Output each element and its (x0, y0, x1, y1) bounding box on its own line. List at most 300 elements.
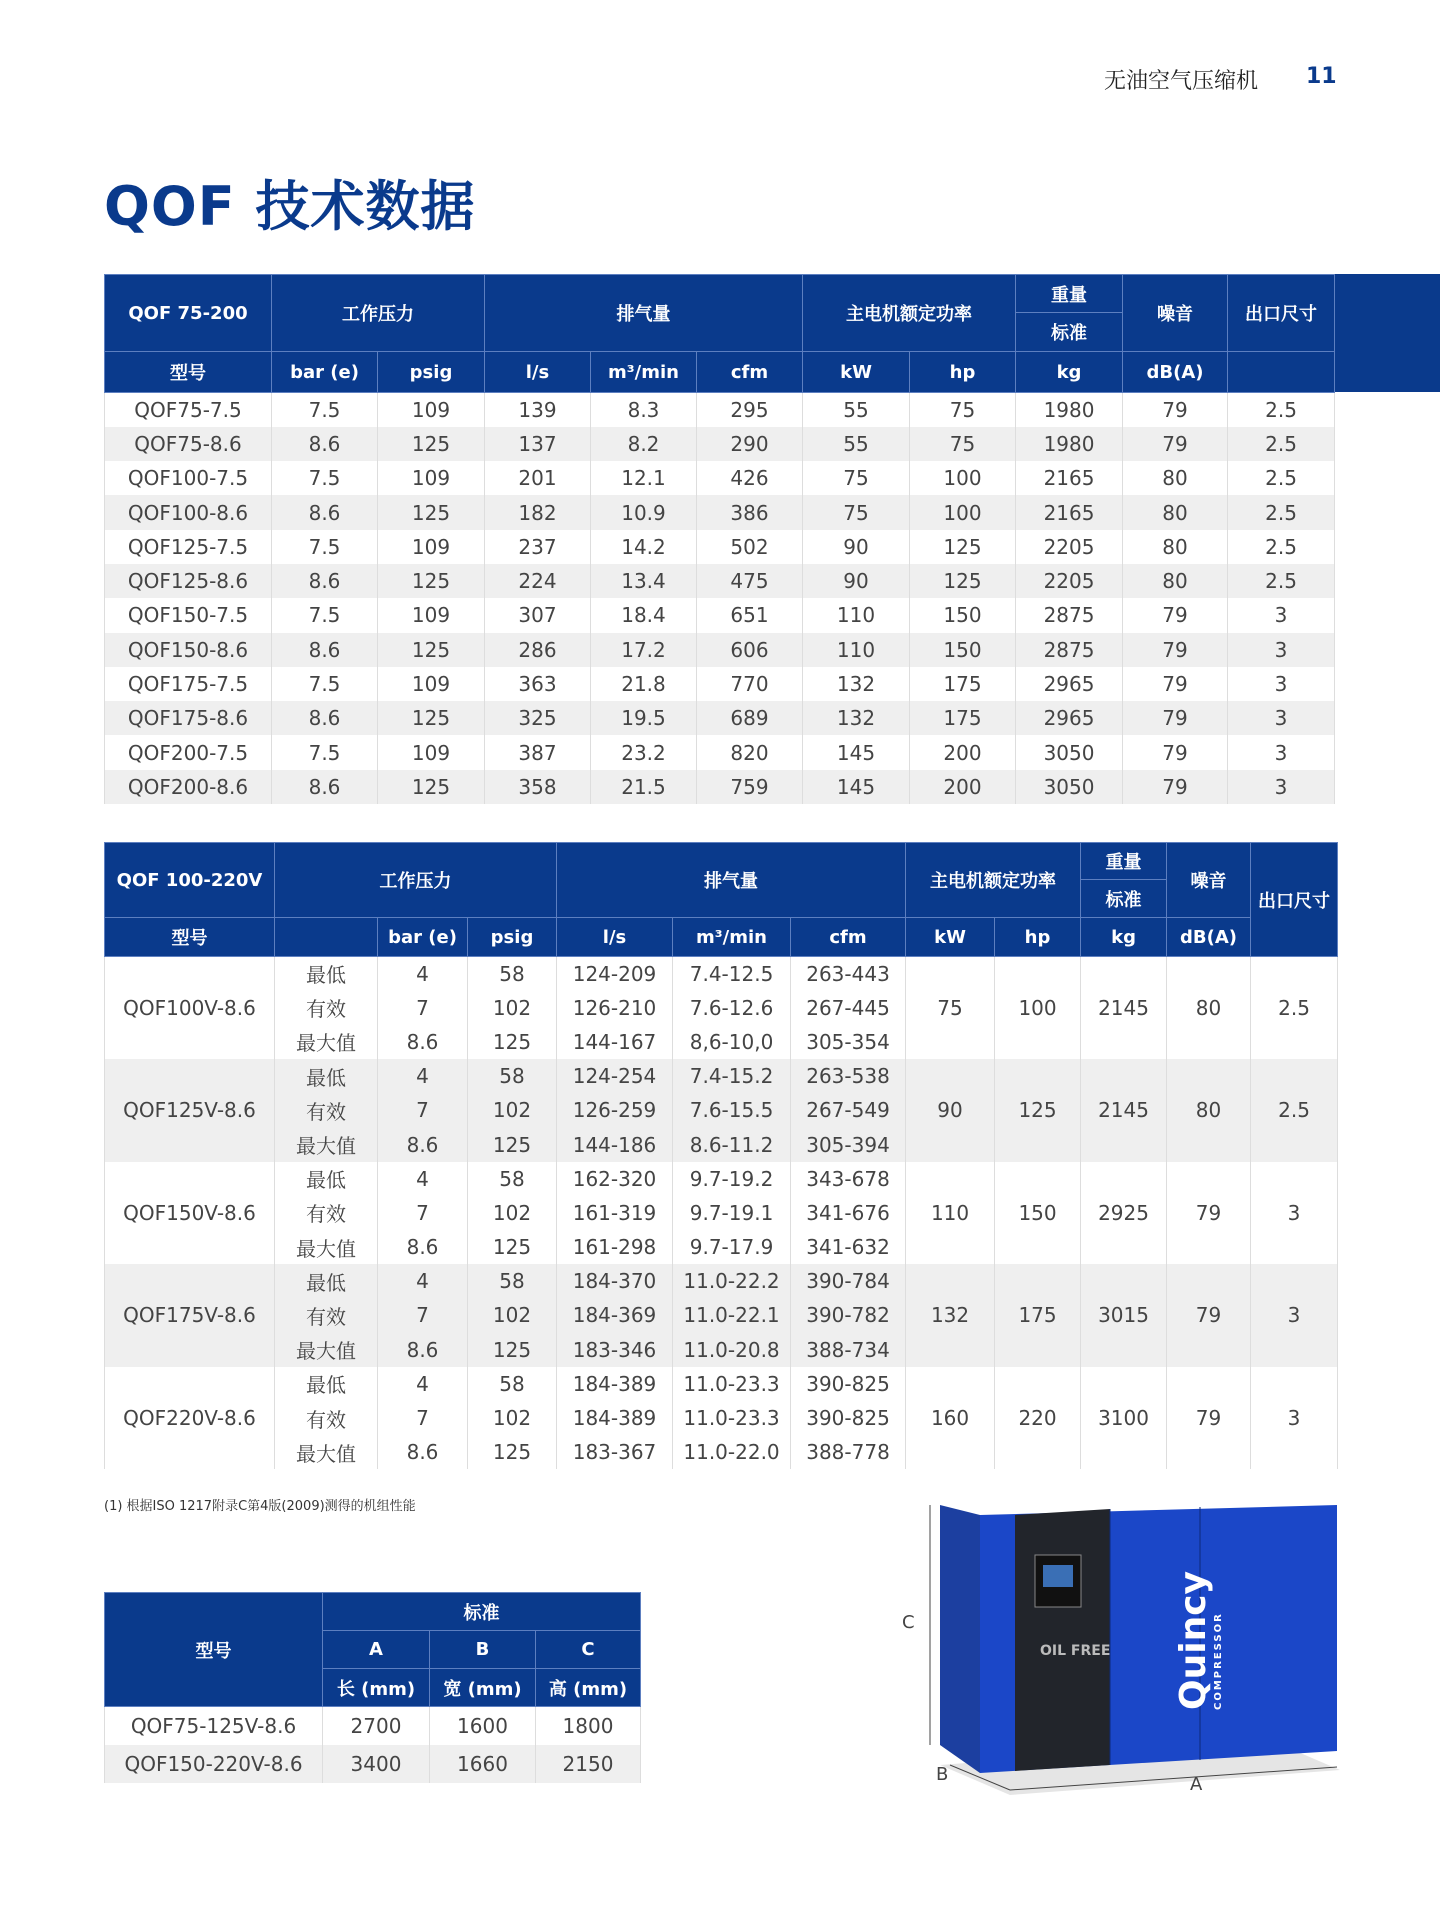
model-header: 型号 (105, 1593, 323, 1707)
value-cell: 11.0-22.1 (673, 1298, 791, 1332)
value-cell: 125 (910, 564, 1016, 598)
table-row (105, 1264, 1338, 1298)
value-cell: 8.6 (272, 495, 378, 529)
model-group-header: QOF 75-200 (105, 275, 272, 352)
value-cell: 19.5 (591, 701, 697, 735)
noise-header: 噪音 (1123, 275, 1228, 352)
table-row (105, 564, 1335, 598)
value-cell: 109 (378, 598, 485, 632)
unit-header: 型号 (105, 352, 272, 393)
value-cell: 7 (378, 1196, 468, 1230)
value-cell: 2145 (1081, 1059, 1167, 1162)
value-cell: 80 (1123, 530, 1228, 564)
value-cell: 2205 (1016, 530, 1123, 564)
value-cell: 2165 (1016, 461, 1123, 495)
value-cell: 224 (485, 564, 591, 598)
value-cell: 175 (910, 701, 1016, 735)
value-cell: 58 (468, 1162, 557, 1196)
value-cell: 237 (485, 530, 591, 564)
table-row (105, 461, 1335, 495)
unit-header: bar (e) (378, 918, 468, 957)
value-cell: 58 (468, 1367, 557, 1401)
value-cell: 387 (485, 735, 591, 769)
model-cell: QOF200-7.5 (105, 735, 272, 769)
value-cell: 390-784 (791, 1264, 906, 1298)
value-cell: 125 (378, 495, 485, 529)
value-cell: 2145 (1081, 957, 1167, 1060)
value-cell: 390-782 (791, 1298, 906, 1332)
value-cell: 79 (1123, 598, 1228, 632)
value-cell: 2925 (1081, 1162, 1167, 1265)
value-cell: 8,6-10,0 (673, 1025, 791, 1059)
value-cell: 8.6 (272, 427, 378, 461)
table-row (105, 667, 1335, 701)
value-cell: 11.0-22.0 (673, 1435, 791, 1469)
unit-header: kW (803, 352, 910, 393)
value-cell: 1800 (536, 1707, 641, 1745)
table-row (105, 957, 1338, 991)
value-cell: 305-354 (791, 1025, 906, 1059)
dim-label-a: A (1190, 1774, 1203, 1795)
value-cell: 18.4 (591, 598, 697, 632)
condition-cell: 最低 (275, 1264, 378, 1298)
value-cell: 125 (378, 427, 485, 461)
unit-header: kg (1081, 918, 1167, 957)
page-title: QOF 技术数据 (104, 175, 476, 238)
value-cell: 79 (1123, 393, 1228, 427)
table-row (105, 427, 1335, 461)
value-cell: 4 (378, 1059, 468, 1093)
condition-cell: 最大值 (275, 1333, 378, 1367)
standard-header: 标准 (323, 1593, 641, 1631)
table-row (105, 701, 1335, 735)
value-cell: 7.5 (272, 667, 378, 701)
value-cell: 8.6 (272, 770, 378, 804)
unit-header: m³/min (591, 352, 697, 393)
footnote: (1) 根据ISO 1217附录C第4版(2009)测得的机组性能 (104, 1499, 416, 1514)
unit-header: bar (e) (272, 352, 378, 393)
value-cell: 80 (1123, 461, 1228, 495)
value-cell: 8.2 (591, 427, 697, 461)
value-cell: 139 (485, 393, 591, 427)
value-cell: 125 (378, 770, 485, 804)
value-cell: 75 (803, 495, 910, 529)
value-cell: 79 (1167, 1162, 1251, 1265)
value-cell: 7.5 (272, 461, 378, 495)
noise-header: 噪音 (1167, 843, 1251, 918)
value-cell: 102 (468, 1401, 557, 1435)
value-cell: 3 (1251, 1264, 1338, 1367)
fad-header: 排气量 (557, 843, 906, 918)
value-cell: 175 (995, 1264, 1081, 1367)
value-cell: 80 (1167, 1059, 1251, 1162)
model-cell: QOF200-8.6 (105, 770, 272, 804)
condition-cell: 最大值 (275, 1025, 378, 1059)
value-cell: 125 (995, 1059, 1081, 1162)
table3-dimensions (104, 1592, 641, 1783)
value-cell: 307 (485, 598, 591, 632)
condition-cell: 最低 (275, 1059, 378, 1093)
value-cell: 183-346 (557, 1333, 673, 1367)
value-cell: 651 (697, 598, 803, 632)
value-cell: 1600 (430, 1707, 536, 1745)
value-cell: 2965 (1016, 667, 1123, 701)
value-cell: 759 (697, 770, 803, 804)
value-cell: 12.1 (591, 461, 697, 495)
value-cell: 79 (1167, 1367, 1251, 1470)
value-cell: 3050 (1016, 770, 1123, 804)
power-header: 主电机额定功率 (803, 275, 1016, 352)
condition-cell: 有效 (275, 1401, 378, 1435)
value-cell: 55 (803, 427, 910, 461)
value-cell: 79 (1123, 701, 1228, 735)
value-cell: 3400 (323, 1745, 430, 1783)
value-cell: 426 (697, 461, 803, 495)
value-cell: 8.6-11.2 (673, 1127, 791, 1161)
value-cell: 290 (697, 427, 803, 461)
value-cell: 126-259 (557, 1093, 673, 1127)
table1-specs (104, 274, 1335, 804)
unit-header: l/s (557, 918, 673, 957)
unit-header (1228, 352, 1335, 393)
value-cell: 13.4 (591, 564, 697, 598)
table-row (105, 393, 1335, 427)
value-cell: 267-445 (791, 991, 906, 1025)
table-row (105, 1162, 1338, 1196)
dimension-unit-header: 宽 (mm) (430, 1669, 536, 1707)
value-cell: 79 (1123, 667, 1228, 701)
condition-cell: 有效 (275, 1196, 378, 1230)
model-cell: QOF150-8.6 (105, 633, 272, 667)
value-cell: 2965 (1016, 701, 1123, 735)
value-cell: 2875 (1016, 598, 1123, 632)
value-cell: 4 (378, 1264, 468, 1298)
dimension-letter-header: B (430, 1631, 536, 1669)
value-cell: 4 (378, 1162, 468, 1196)
unit-header: cfm (697, 352, 803, 393)
value-cell: 2165 (1016, 495, 1123, 529)
value-cell: 79 (1123, 770, 1228, 804)
value-cell: 8.6 (272, 701, 378, 735)
value-cell: 58 (468, 957, 557, 991)
value-cell: 110 (803, 598, 910, 632)
model-cell: QOF100-8.6 (105, 495, 272, 529)
value-cell: 7.5 (272, 393, 378, 427)
value-cell: 263-538 (791, 1059, 906, 1093)
power-header: 主电机额定功率 (906, 843, 1081, 918)
value-cell: 10.9 (591, 495, 697, 529)
compressor-image (900, 1495, 1340, 1799)
value-cell: 3 (1228, 735, 1335, 769)
value-cell: 184-370 (557, 1264, 673, 1298)
oil-free-badge: OIL FREE (1040, 1643, 1111, 1659)
value-cell: 2700 (323, 1707, 430, 1745)
value-cell: 363 (485, 667, 591, 701)
unit-header: psig (468, 918, 557, 957)
value-cell: 8.6 (378, 1025, 468, 1059)
value-cell: 2875 (1016, 633, 1123, 667)
value-cell: 1660 (430, 1745, 536, 1783)
condition-cell: 有效 (275, 1298, 378, 1332)
value-cell: 7.5 (272, 530, 378, 564)
value-cell: 125 (378, 564, 485, 598)
value-cell: 132 (803, 701, 910, 735)
value-cell: 11.0-23.3 (673, 1401, 791, 1435)
model-cell: QOF125V-8.6 (105, 1059, 275, 1162)
value-cell: 100 (910, 461, 1016, 495)
value-cell: 3015 (1081, 1264, 1167, 1367)
value-cell: 161-319 (557, 1196, 673, 1230)
value-cell: 286 (485, 633, 591, 667)
value-cell: 8.6 (272, 633, 378, 667)
model-cell: QOF75-125V-8.6 (105, 1707, 323, 1745)
value-cell: 2.5 (1251, 957, 1338, 1060)
value-cell: 200 (910, 770, 1016, 804)
model-cell: QOF75-8.6 (105, 427, 272, 461)
value-cell: 79 (1123, 633, 1228, 667)
condition-cell: 最低 (275, 1162, 378, 1196)
value-cell: 58 (468, 1264, 557, 1298)
value-cell: 1980 (1016, 393, 1123, 427)
value-cell: 2.5 (1228, 427, 1335, 461)
value-cell: 125 (910, 530, 1016, 564)
pressure-header: 工作压力 (275, 843, 557, 918)
value-cell: 325 (485, 701, 591, 735)
condition-cell: 有效 (275, 991, 378, 1025)
value-cell: 9.7-17.9 (673, 1230, 791, 1264)
value-cell: 58 (468, 1059, 557, 1093)
value-cell: 150 (910, 633, 1016, 667)
value-cell: 9.7-19.1 (673, 1196, 791, 1230)
value-cell: 7.4-12.5 (673, 957, 791, 991)
value-cell: 175 (910, 667, 1016, 701)
value-cell: 388-778 (791, 1435, 906, 1469)
page-number: 11 (1306, 64, 1337, 89)
value-cell: 125 (378, 701, 485, 735)
table-row (105, 633, 1335, 667)
brand-logo: Quincy (1173, 1570, 1214, 1710)
value-cell: 184-389 (557, 1367, 673, 1401)
model-group-header: QOF 100-220V (105, 843, 275, 918)
value-cell: 8.6 (378, 1230, 468, 1264)
condition-cell: 有效 (275, 1093, 378, 1127)
value-cell: 150 (910, 598, 1016, 632)
value-cell: 80 (1123, 564, 1228, 598)
value-cell: 184-369 (557, 1298, 673, 1332)
model-cell: QOF125-8.6 (105, 564, 272, 598)
value-cell: 2205 (1016, 564, 1123, 598)
value-cell: 343-678 (791, 1162, 906, 1196)
model-cell: QOF75-7.5 (105, 393, 272, 427)
value-cell: 8.6 (378, 1333, 468, 1367)
value-cell: 770 (697, 667, 803, 701)
value-cell: 8.6 (378, 1127, 468, 1161)
value-cell: 125 (468, 1127, 557, 1161)
value-cell: 3100 (1081, 1367, 1167, 1470)
value-cell: 358 (485, 770, 591, 804)
unit-header: hp (995, 918, 1081, 957)
weight-header: 重量 (1081, 843, 1167, 880)
value-cell: 341-676 (791, 1196, 906, 1230)
weight-header: 重量 (1016, 275, 1123, 313)
value-cell: 2.5 (1228, 495, 1335, 529)
dimension-unit-header: 长 (mm) (323, 1669, 430, 1707)
table-row (105, 530, 1335, 564)
dimension-letter-header: C (536, 1631, 641, 1669)
value-cell: 3 (1228, 667, 1335, 701)
unit-header (275, 918, 378, 957)
value-cell: 79 (1123, 735, 1228, 769)
value-cell: 7 (378, 1401, 468, 1435)
model-cell: QOF150V-8.6 (105, 1162, 275, 1265)
condition-cell: 最低 (275, 1367, 378, 1401)
value-cell: 267-549 (791, 1093, 906, 1127)
value-cell: 182 (485, 495, 591, 529)
value-cell: 90 (906, 1059, 995, 1162)
value-cell: 3 (1228, 633, 1335, 667)
value-cell: 502 (697, 530, 803, 564)
value-cell: 475 (697, 564, 803, 598)
condition-cell: 最大值 (275, 1435, 378, 1469)
value-cell: 4 (378, 1367, 468, 1401)
value-cell: 184-389 (557, 1401, 673, 1435)
value-cell: 1980 (1016, 427, 1123, 461)
value-cell: 2.5 (1228, 530, 1335, 564)
value-cell: 23.2 (591, 735, 697, 769)
value-cell: 305-394 (791, 1127, 906, 1161)
model-cell: QOF150-7.5 (105, 598, 272, 632)
value-cell: 109 (378, 461, 485, 495)
value-cell: 161-298 (557, 1230, 673, 1264)
unit-header: kW (906, 918, 995, 957)
value-cell: 109 (378, 393, 485, 427)
value-cell: 4 (378, 957, 468, 991)
unit-header: 型号 (105, 918, 275, 957)
value-cell: 7 (378, 1093, 468, 1127)
value-cell: 145 (803, 770, 910, 804)
value-cell: 11.0-20.8 (673, 1333, 791, 1367)
condition-cell: 最大值 (275, 1127, 378, 1161)
value-cell: 390-825 (791, 1401, 906, 1435)
value-cell: 9.7-19.2 (673, 1162, 791, 1196)
value-cell: 2.5 (1251, 1059, 1338, 1162)
value-cell: 3 (1228, 770, 1335, 804)
value-cell: 132 (803, 667, 910, 701)
value-cell: 102 (468, 1196, 557, 1230)
dimension-unit-header: 高 (mm) (536, 1669, 641, 1707)
table-row (105, 735, 1335, 769)
value-cell: 17.2 (591, 633, 697, 667)
unit-header: dB(A) (1123, 352, 1228, 393)
value-cell: 2.5 (1228, 564, 1335, 598)
value-cell: 125 (468, 1333, 557, 1367)
value-cell: 137 (485, 427, 591, 461)
value-cell: 201 (485, 461, 591, 495)
unit-header: dB(A) (1167, 918, 1251, 957)
value-cell: 2150 (536, 1745, 641, 1783)
value-cell: 3 (1251, 1162, 1338, 1265)
value-cell: 606 (697, 633, 803, 667)
value-cell: 102 (468, 991, 557, 1025)
value-cell: 125 (378, 633, 485, 667)
value-cell: 11.0-23.3 (673, 1367, 791, 1401)
model-cell: QOF100V-8.6 (105, 957, 275, 1060)
table-row (105, 1707, 641, 1745)
value-cell: 388-734 (791, 1333, 906, 1367)
value-cell: 125 (468, 1435, 557, 1469)
value-cell: 100 (910, 495, 1016, 529)
value-cell: 386 (697, 495, 803, 529)
value-cell: 341-632 (791, 1230, 906, 1264)
table-row (105, 1059, 1338, 1093)
condition-cell: 最低 (275, 957, 378, 991)
value-cell: 7.5 (272, 735, 378, 769)
value-cell: 7 (378, 1298, 468, 1332)
model-cell: QOF175-7.5 (105, 667, 272, 701)
value-cell: 8.3 (591, 393, 697, 427)
value-cell: 150 (995, 1162, 1081, 1265)
model-cell: QOF100-7.5 (105, 461, 272, 495)
value-cell: 144-186 (557, 1127, 673, 1161)
unit-header: psig (378, 352, 485, 393)
weight-sub-header: 标准 (1081, 880, 1167, 918)
value-cell: 7 (378, 991, 468, 1025)
unit-header: hp (910, 352, 1016, 393)
brand-sub: COMPRESSOR (1213, 1612, 1224, 1710)
value-cell: 820 (697, 735, 803, 769)
value-cell: 3050 (1016, 735, 1123, 769)
condition-cell: 最大值 (275, 1230, 378, 1264)
table-row (105, 1745, 641, 1783)
value-cell: 102 (468, 1093, 557, 1127)
value-cell: 7.6-12.6 (673, 991, 791, 1025)
value-cell: 3 (1251, 1367, 1338, 1470)
fad-header: 排气量 (485, 275, 803, 352)
value-cell: 75 (906, 957, 995, 1060)
value-cell: 7.5 (272, 598, 378, 632)
value-cell: 160 (906, 1367, 995, 1470)
value-cell: 3 (1228, 701, 1335, 735)
value-cell: 144-167 (557, 1025, 673, 1059)
value-cell: 125 (468, 1025, 557, 1059)
value-cell: 75 (910, 427, 1016, 461)
value-cell: 3 (1228, 598, 1335, 632)
table-row (105, 598, 1335, 632)
value-cell: 80 (1167, 957, 1251, 1060)
value-cell: 100 (995, 957, 1081, 1060)
unit-header: kg (1016, 352, 1123, 393)
value-cell: 75 (910, 393, 1016, 427)
value-cell: 8.6 (378, 1435, 468, 1469)
value-cell: 90 (803, 530, 910, 564)
value-cell: 220 (995, 1367, 1081, 1470)
pressure-header: 工作压力 (272, 275, 485, 352)
value-cell: 132 (906, 1264, 995, 1367)
value-cell: 102 (468, 1298, 557, 1332)
value-cell: 124-209 (557, 957, 673, 991)
value-cell: 21.8 (591, 667, 697, 701)
value-cell: 109 (378, 530, 485, 564)
value-cell: 162-320 (557, 1162, 673, 1196)
outlet-header: 出口尺寸 (1228, 275, 1335, 352)
table-row (105, 495, 1335, 529)
section-title: 无油空气压缩机 (1104, 69, 1259, 94)
value-cell: 263-443 (791, 957, 906, 991)
value-cell: 7.4-15.2 (673, 1059, 791, 1093)
table-row (105, 1367, 1338, 1401)
value-cell: 8.6 (272, 564, 378, 598)
outlet-header: 出口尺寸 (1251, 843, 1338, 957)
